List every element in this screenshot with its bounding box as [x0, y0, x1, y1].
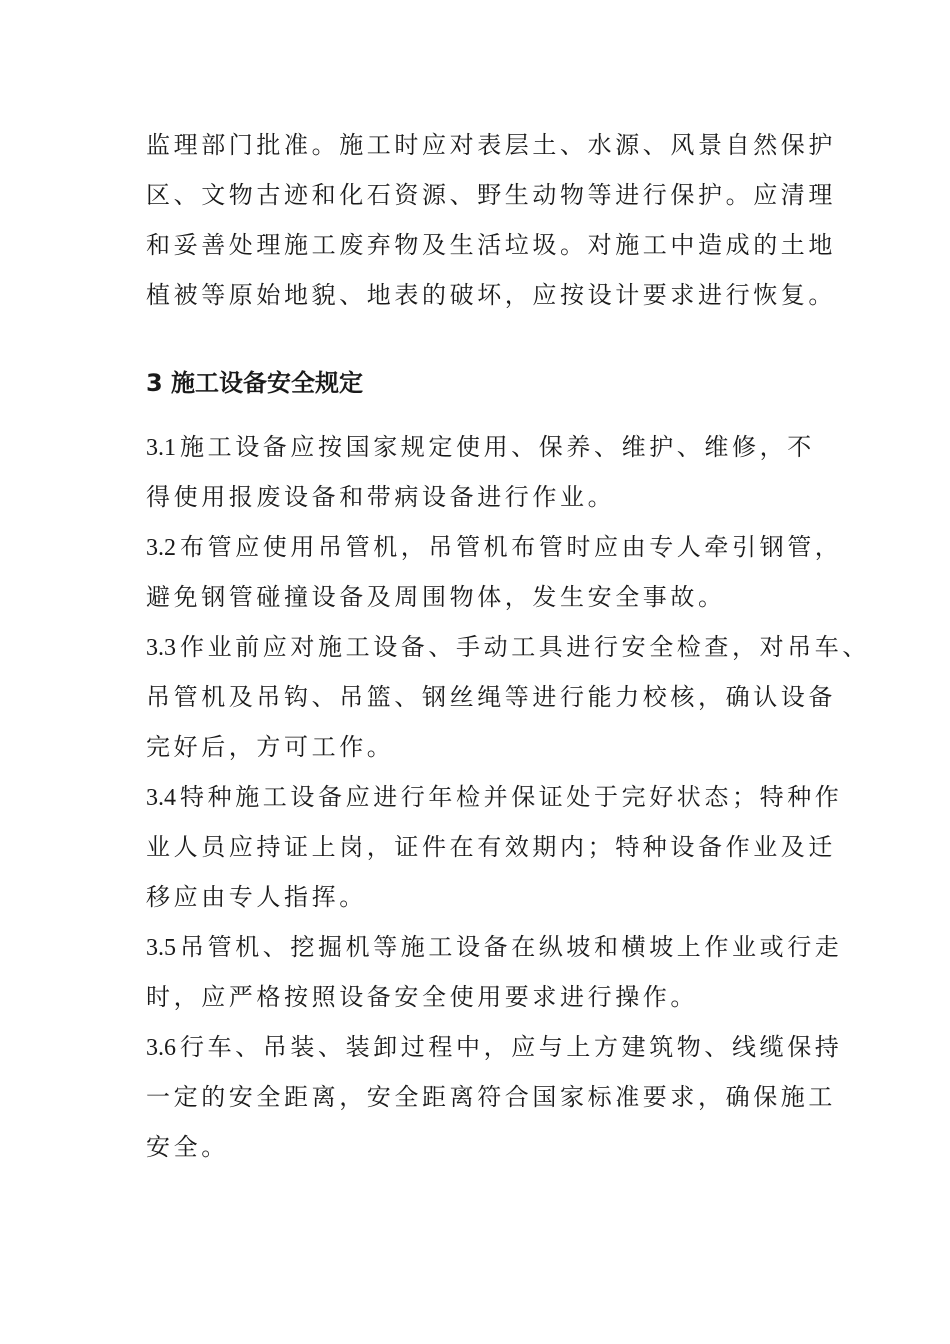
clause-3-4: [146, 772, 843, 922]
paragraph-line: 区、文物古迹和化石资源、野生动物等进行保护。应清理: [146, 181, 836, 209]
clause-text: 吊管机、挖掘机等施工设备在纵坡和横坡上作业或行走: [180, 933, 843, 961]
clause-number: 3.4: [146, 785, 176, 811]
clause-number: 3.5: [146, 935, 176, 961]
paragraph-line: 植被等原始地貌、地表的破坏，应按设计要求进行恢复。: [146, 281, 836, 309]
clause-3-5: [146, 922, 843, 1022]
clause-text: 避免钢管碰撞设备及周围物体，发生安全事故。: [146, 583, 726, 611]
document-page: [146, 120, 870, 1172]
section-heading: 3 施工设备安全规定: [146, 369, 364, 397]
clause-text: 时，应严格按照设备安全使用要求进行操作。: [146, 983, 698, 1011]
clause-3-3: [146, 622, 870, 772]
paragraph-line: 监理部门批准。施工时应对表层土、水源、风景自然保护: [146, 131, 836, 159]
clause-text: 一定的安全距离，安全距离符合国家标准要求，确保施工: [146, 1083, 836, 1111]
intro-paragraph: [146, 120, 836, 320]
clause-text: 作业前应对施工设备、手动工具进行安全检查，对吊车、: [180, 633, 870, 661]
clause-text: 业人员应持证上岗，证件在有效期内；特种设备作业及迁: [146, 833, 836, 861]
paragraph-line: 和妥善处理施工废弃物及生活垃圾。对施工中造成的土地: [146, 231, 836, 259]
clause-text: 施工设备应按国家规定使用、保养、维护、维修，不: [180, 433, 815, 461]
clause-3-2: [146, 522, 843, 622]
clause-text: 完好后，方可工作。: [146, 733, 395, 761]
clause-text: 得使用报废设备和带病设备进行作业。: [146, 483, 616, 511]
clause-3-1: [146, 422, 816, 522]
clause-text: 移应由专人指挥。: [146, 883, 367, 911]
clause-text: 安全。: [146, 1133, 229, 1161]
clause-number: 3.6: [146, 1035, 176, 1061]
clause-3-6: [146, 1022, 843, 1172]
clause-text: 吊管机及吊钩、吊篮、钢丝绳等进行能力校核，确认设备: [146, 683, 836, 711]
clause-number: 3.1: [146, 435, 176, 461]
clause-text: 特种施工设备应进行年检并保证处于完好状态；特种作: [180, 783, 843, 811]
clause-text: 布管应使用吊管机，吊管机布管时应由专人牵引钢管，: [180, 533, 843, 561]
clause-number: 3.3: [146, 635, 176, 661]
clause-text: 行车、吊装、装卸过程中，应与上方建筑物、线缆保持: [180, 1033, 843, 1061]
clause-number: 3.2: [146, 535, 176, 561]
